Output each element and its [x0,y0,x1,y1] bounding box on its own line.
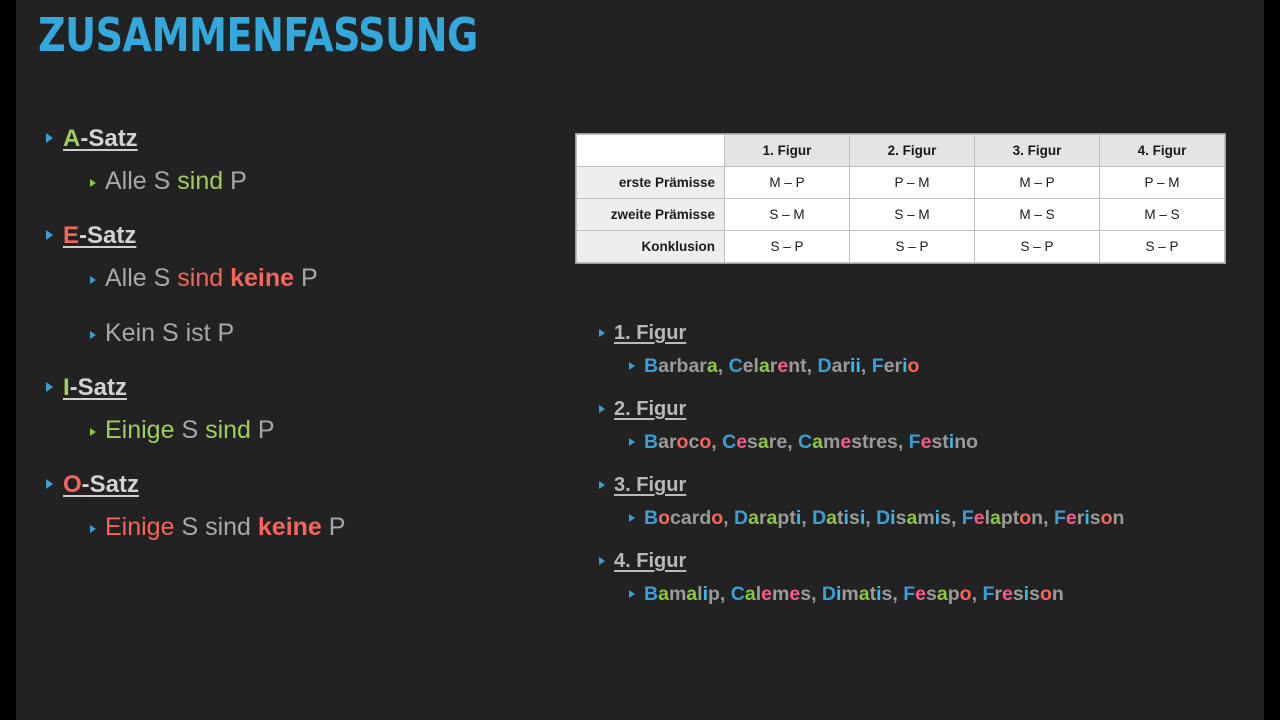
mood-names: Bamalip, Calemes, Dimatis, Fesapo, Fresison [644,583,1064,605]
bullet-triangle-icon [46,382,53,392]
table-col-header: 1. Figur [725,135,850,167]
figure-moods-2 [629,431,1259,454]
table-row [577,167,1225,199]
left-item-1 [46,125,546,153]
sentence-fragment: Einige [105,416,175,444]
bullet-triangle-icon [90,428,96,436]
table-cell: S – M [725,199,850,231]
table-col-header: 2. Figur [850,135,975,167]
figure-group-label: 2. Figur [614,398,687,420]
table-cell: S – P [725,231,850,263]
sentence-fragment: Alle S [105,167,178,195]
left-item-label: A-Satz [63,125,138,152]
bullet-triangle-icon [90,179,96,187]
table-corner-cell [577,135,725,167]
left-subitem-3-1 [90,416,546,445]
bullet-triangle-icon [599,557,605,565]
sentence-fragment: Kein S ist P [105,319,235,347]
table-cell: S – M [850,199,975,231]
bullet-triangle-icon [90,331,96,339]
bullet-triangle-icon [46,133,53,143]
sentence-fragment: S [174,513,206,541]
bullet-triangle-icon [599,481,605,489]
figure-moods-4 [629,583,1259,606]
figure-group-label: 1. Figur [614,322,687,344]
slide [16,0,1264,720]
figures-table [575,133,1226,264]
table-row [577,199,1225,231]
figure-moods-1 [629,355,1259,378]
table-cell: M – P [975,167,1100,199]
bullet-triangle-icon [46,479,53,489]
table-cell: M – S [1100,199,1225,231]
left-subitem-2-1 [90,264,546,293]
mood-names: Barbara, Celarent, Darii, Ferio [644,355,920,377]
sentence-fragment: Einige [105,513,175,541]
table-cell: S – P [1100,231,1225,263]
left-item-label: E-Satz [63,222,137,249]
bullet-triangle-icon [599,405,605,413]
left-subitem-4-1 [90,513,546,542]
bullet-triangle-icon [629,514,635,522]
table-col-header: 4. Figur [1100,135,1225,167]
page-title: ZUSAMMENFASSUNG [38,8,478,62]
left-item-2 [46,222,546,250]
sentence-fragment: sind [205,513,258,541]
figure-group-2 [599,398,1259,421]
figure-moods-3 [629,507,1259,530]
table-row [577,231,1225,263]
figure-group-4 [599,550,1259,573]
sentence-fragment: P [321,513,346,541]
table-row-header: zweite Prämisse [577,199,725,231]
left-subitem-1-1 [90,167,546,196]
sentence-fragment: P [250,416,275,444]
table-row-header: erste Prämisse [577,167,725,199]
sentence-fragment: S [174,416,206,444]
bullet-triangle-icon [629,590,635,598]
bullet-triangle-icon [46,230,53,240]
table-head [577,135,1225,167]
bullet-triangle-icon [90,276,96,284]
left-item-4 [46,471,546,499]
table-cell: S – P [850,231,975,263]
mood-names: Bocardo, Darapti, Datisi, Disamis, Felapton, Ferison [644,507,1125,529]
mood-names: Baroco, Cesare, Camestres, Festino [644,431,979,453]
figure-group-3 [599,474,1259,497]
figure-group-label: 4. Figur [614,550,687,572]
sentence-fragment: sind [205,416,251,444]
left-item-label: I-Satz [63,374,128,401]
left-subitem-2-2 [90,319,546,348]
table-cell: P – M [850,167,975,199]
left-item-label: O-Satz [63,471,140,498]
bullet-triangle-icon [90,525,96,533]
table-cell: M – P [725,167,850,199]
table-cell: M – S [975,199,1100,231]
table-col-header: 3. Figur [975,135,1100,167]
table-header-row [577,135,1225,167]
table-cell: S – P [975,231,1100,263]
figure-group-label: 3. Figur [614,474,687,496]
sentence-fragment: P [223,167,247,195]
right-column [599,322,1259,626]
left-item-3 [46,374,546,402]
sentence-fragment: keine [257,513,322,541]
figure-group-1 [599,322,1259,345]
sentence-fragment: sind [177,167,224,195]
bullet-triangle-icon [629,438,635,446]
sentence-fragment: P [294,264,318,292]
sentence-fragment: sind [177,264,231,292]
left-column [46,125,546,568]
table-body [577,167,1225,263]
table-row-header: Konklusion [577,231,725,263]
sentence-fragment: Alle S [105,264,178,292]
table-cell: P – M [1100,167,1225,199]
bullet-triangle-icon [599,329,605,337]
sentence-fragment: keine [230,264,295,292]
bullet-triangle-icon [629,362,635,370]
